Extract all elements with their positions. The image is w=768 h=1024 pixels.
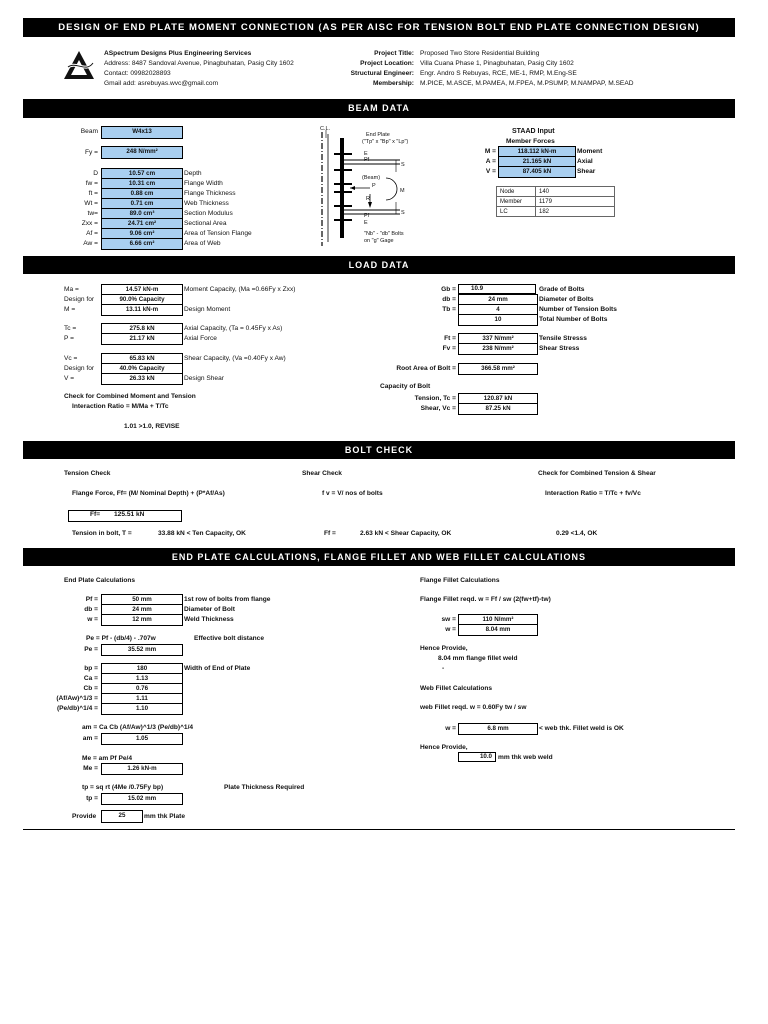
company-address: Address: 8487 Sandoval Avenue, Pinagbuhatan, Pasig City 1602 bbox=[104, 60, 294, 67]
diagram-cl-label: C.L. bbox=[320, 126, 331, 132]
staad-v-desc: Shear bbox=[577, 168, 596, 175]
staad-m-desc: Moment bbox=[577, 148, 603, 155]
member-value: 1179 bbox=[536, 197, 615, 207]
vc-desc: Shear Capacity, (Va =0.40Fy x Aw) bbox=[184, 355, 286, 362]
project-location-label: Project Location: bbox=[360, 60, 414, 67]
fw-value: 10.31 cm bbox=[101, 178, 183, 190]
d-value: 10.57 cm bbox=[101, 168, 183, 180]
db2-label: db = bbox=[84, 606, 98, 613]
aw-desc: Area of Web bbox=[184, 240, 221, 247]
fy-value: 248 N/mm² bbox=[101, 146, 183, 159]
tb-desc: Number of Tension Bolts bbox=[539, 306, 617, 313]
pe-formula: Pe = Pf - (db/4) - .707w bbox=[86, 635, 156, 642]
tension-check-title: Tension Check bbox=[64, 470, 111, 477]
project-engineer: Engr. Andro S Rebuyas, RCE, ME-1, RMP, M.Eng-SE bbox=[420, 70, 577, 77]
document-title: DESIGN OF END PLATE MOMENT CONNECTION (AS PER AISC FOR TENSION BOLT END PLATE CONNECTION DESIGN) bbox=[23, 18, 735, 37]
w-value: 12 mm bbox=[101, 614, 183, 626]
sw-value: 110 N/mm² bbox=[458, 614, 538, 626]
db2-value: 24 mm bbox=[101, 604, 183, 616]
ft-desc: Flange Thickness bbox=[184, 190, 236, 197]
vc-label: Vc = bbox=[64, 355, 78, 362]
wt-value: 0.71 cm bbox=[101, 198, 183, 210]
ff2-label: Ff = bbox=[324, 530, 336, 537]
total-bolts-value: 10 bbox=[458, 314, 538, 326]
tp-desc: Plate Thickness Required bbox=[224, 784, 305, 791]
end-plate-calc-title: End Plate Calculations bbox=[64, 577, 136, 584]
diagram-pf2-label: Pf bbox=[364, 213, 370, 219]
diagram-end-plate-label: End Plate bbox=[366, 132, 390, 138]
beam-section-value: W4x13 bbox=[101, 126, 183, 139]
v-value: 26.33 kN bbox=[101, 373, 183, 385]
tb-value: 4 bbox=[458, 304, 538, 316]
project-title: Proposed Two Store Residential Building bbox=[420, 50, 540, 57]
ma-value: 14.57 kN-m bbox=[101, 284, 183, 296]
diagram-p-label: P bbox=[372, 183, 376, 189]
diagram-pf-label: Pf bbox=[364, 157, 370, 163]
tw-label: tw= bbox=[87, 210, 98, 217]
db2-desc: Diameter of Bolt bbox=[184, 606, 235, 613]
p-value: 21.17 kN bbox=[101, 333, 183, 345]
web-fillet-formula: web Fillet reqd. w = 0.60Fy tw / sw bbox=[420, 704, 527, 711]
pe-formula-desc: Effective bolt distance bbox=[194, 635, 264, 642]
gb-label: Gb = bbox=[441, 286, 456, 293]
fv-formula: f v = V/ nos of bolts bbox=[322, 490, 383, 497]
w-label: w = bbox=[87, 616, 98, 623]
pedb-label: (Pe/db)^1/4 = bbox=[56, 705, 98, 712]
m-label: M = bbox=[64, 306, 76, 313]
staad-a-value: 21.165 kN bbox=[498, 156, 576, 168]
staad-v-label: V = bbox=[485, 168, 496, 175]
diagram-s-label: S bbox=[401, 162, 405, 168]
section-end-plate: END PLATE CALCULATIONS, FLANGE FILLET AND WEB FILLET CALCULATIONS bbox=[23, 548, 735, 566]
ca-value: 1.13 bbox=[101, 673, 183, 685]
flange-weld-result: 8.04 mm flange fillet weld bbox=[438, 655, 518, 662]
staad-a-label: A = bbox=[485, 158, 496, 165]
section-beam-data: BEAM DATA bbox=[23, 99, 735, 118]
tb-label: Tb = bbox=[442, 306, 456, 313]
tc-value: 275.8 kN bbox=[101, 323, 183, 335]
am-value: 1.05 bbox=[101, 733, 183, 745]
tc-label: Tc = bbox=[64, 325, 77, 332]
section-load-data: LOAD DATA bbox=[23, 256, 735, 274]
p-desc: Axial Force bbox=[184, 335, 217, 342]
d-desc: Depth bbox=[184, 170, 202, 177]
fv-stress-label: Fv = bbox=[442, 345, 456, 352]
wt-label: Wt = bbox=[84, 200, 98, 207]
diagram-beam-label: (Beam) bbox=[362, 175, 381, 181]
v-label: V = bbox=[64, 375, 75, 382]
ma-label: Ma = bbox=[64, 286, 79, 293]
bp-label: bp = bbox=[84, 665, 98, 672]
ft-stress-desc: Tensile Stresss bbox=[539, 335, 587, 342]
provide-value: 25 bbox=[101, 810, 143, 823]
pe-label: Pe = bbox=[84, 646, 98, 653]
table-row bbox=[497, 207, 615, 217]
company-name: ASpectrum Designs Plus Engineering Services bbox=[104, 50, 252, 57]
design-for-label: Design for bbox=[64, 296, 95, 303]
tension-in-bolt-result: 33.88 kN < Ten Capacity, OK bbox=[158, 530, 246, 537]
node-value: 140 bbox=[536, 187, 615, 197]
afaw-label: (Af/Aw)^1/3 = bbox=[56, 695, 98, 702]
web-w-desc: < web thk. Fillet weld is OK bbox=[539, 725, 624, 732]
beam-label: Beam bbox=[80, 128, 98, 135]
zxx-label: Zxx = bbox=[81, 220, 98, 227]
shear-capacity-label: Shear, Vc = bbox=[420, 405, 456, 412]
tw-value: 89.0 cm³ bbox=[101, 208, 183, 220]
staad-subtitle: Member Forces bbox=[506, 138, 555, 145]
table-row bbox=[497, 187, 615, 197]
web-w-label: w = bbox=[445, 725, 456, 732]
staad-v-value: 87.405 kN bbox=[498, 166, 576, 178]
fv-stress-value: 238 N/mm² bbox=[458, 343, 538, 355]
zxx-desc: Sectional Area bbox=[184, 220, 227, 227]
afaw-value: 1.11 bbox=[101, 693, 183, 705]
design-for-value: 90.0% Capacity bbox=[101, 294, 183, 306]
wt-desc: Web Thickness bbox=[184, 200, 229, 207]
company-contact: Contact: 09982028893 bbox=[104, 70, 171, 77]
flange-fillet-title: Flange Fillet Calculations bbox=[420, 577, 500, 584]
company-logo-icon bbox=[62, 49, 96, 81]
af-value: 9.06 cm² bbox=[101, 228, 183, 240]
me-label: Me = bbox=[83, 765, 98, 772]
total-bolts-desc: Total Number of Bolts bbox=[539, 316, 608, 323]
m-value: 13.11 kN-m bbox=[101, 304, 183, 316]
provide-desc: mm thk Plate bbox=[144, 813, 186, 820]
company-gmail: Gmail add: asrebuyas.wvc@gmail.com bbox=[104, 80, 219, 87]
tp-label: tp = bbox=[86, 795, 98, 802]
fw-label: fw = bbox=[85, 180, 98, 187]
staad-ref-table bbox=[496, 186, 615, 217]
fw-desc: Flange Width bbox=[184, 180, 223, 187]
sw-label: sw = bbox=[441, 616, 456, 623]
tp-formula: tp = sq rt (4Me /0.75Fy bp) bbox=[82, 784, 164, 791]
aw-label: Aw = bbox=[83, 240, 98, 247]
pf-label: Pf = bbox=[85, 596, 98, 603]
staad-m-value: 118.112 kN-m bbox=[498, 146, 576, 158]
tension-capacity-value: 120.87 kN bbox=[458, 393, 538, 405]
root-area-label: Root Area of Bolt = bbox=[396, 365, 456, 372]
flange-w-label: w = bbox=[445, 626, 456, 633]
bp-desc: Width of End of Plate bbox=[184, 665, 251, 672]
table-row bbox=[497, 197, 615, 207]
web-weld-desc: mm thk web weld bbox=[498, 754, 553, 761]
project-membership-label: Membership: bbox=[372, 80, 414, 87]
design-for2-value: 40.0% Capacity bbox=[101, 363, 183, 375]
me-value: 1.26 kN-m bbox=[101, 763, 183, 775]
tw-desc: Section Modulus bbox=[184, 210, 233, 217]
ff-value: 125.51 kN bbox=[114, 511, 145, 518]
web-weld-value: 10.0 bbox=[458, 752, 496, 762]
combined-bolt-result: 0.29 <1.4, OK bbox=[556, 530, 598, 537]
flange-w-value: 8.04 mm bbox=[458, 624, 538, 636]
am-formula: am = Ca Cb (Af/Aw)^1/3 (Pe/db)^1/4 bbox=[82, 724, 194, 731]
pedb-value: 1.10 bbox=[101, 703, 183, 715]
diagram-e2-label: E bbox=[364, 220, 368, 226]
gb-value: 10.9 bbox=[458, 284, 536, 294]
staad-title: STAAD Input bbox=[512, 128, 555, 135]
flange-force-formula: Flange Force, Ff= (M/ Nominal Depth) + (P*Af/As) bbox=[72, 490, 225, 497]
pf-value: 50 mm bbox=[101, 594, 183, 606]
shear-check-title: Shear Check bbox=[302, 470, 342, 477]
project-location: Villa Cuana Phase 1, Pinagbuhatan, Pasig City 1602 bbox=[420, 60, 574, 67]
design-for2-label: Design for bbox=[64, 365, 95, 372]
d-label: D bbox=[93, 170, 98, 177]
fv-stress-desc: Shear Stress bbox=[539, 345, 580, 352]
ft-stress-value: 337 N/mm² bbox=[458, 333, 538, 345]
ft-stress-label: Ft = bbox=[444, 335, 456, 342]
shear-capacity-value: 87.25 kN bbox=[458, 403, 538, 415]
web-w-value: 6.8 mm bbox=[458, 723, 538, 735]
hence-provide-1: Hence Provide, bbox=[420, 645, 468, 652]
web-fillet-title: Web Fillet Calculations bbox=[420, 685, 493, 692]
aw-value: 6.66 cm² bbox=[101, 238, 183, 250]
zxx-value: 24.71 cm² bbox=[101, 218, 183, 230]
interaction-formula: Interaction Ratio = M/Ma + T/Tc bbox=[72, 403, 169, 410]
diagram-e-label: E bbox=[364, 151, 368, 157]
me-formula: Me = am Pf Pe/4 bbox=[82, 755, 133, 762]
w-desc: Weld Thickness bbox=[184, 616, 234, 623]
lc-value: 182 bbox=[536, 207, 615, 217]
tc-desc: Axial Capacity, (Ta = 0.45Fy x As) bbox=[184, 325, 283, 332]
diagram-bolts-label: "Nb" - "db" Bolts bbox=[364, 231, 404, 237]
hence-provide-2: Hence Provide, bbox=[420, 744, 468, 751]
cb-value: 0.76 bbox=[101, 683, 183, 695]
bolt-capacity-title: Capacity of Bolt bbox=[380, 383, 431, 390]
pf-desc: 1st row of bolts from flange bbox=[184, 596, 271, 603]
flange-weld-dash: - bbox=[442, 665, 445, 672]
flange-fillet-formula: Flange Fillet reqd. w = Ff / sw (2(fw+tf)-tw) bbox=[420, 596, 551, 603]
provide-label: Provide bbox=[72, 813, 97, 820]
cb-label: Cb = bbox=[83, 685, 98, 692]
gb-desc: Grade of Bolts bbox=[539, 286, 585, 293]
tp-value: 15.02 mm bbox=[101, 793, 183, 805]
ft-value: 0.88 cm bbox=[101, 188, 183, 200]
bp-value: 180 bbox=[101, 663, 183, 675]
tension-in-bolt-label: Tension in bolt, T = bbox=[72, 530, 132, 537]
node-key: Node bbox=[497, 187, 536, 197]
project-engineer-label: Structural Engineer: bbox=[350, 70, 414, 77]
diagram-s2-label: S bbox=[401, 210, 405, 216]
db-label: db = bbox=[442, 296, 456, 303]
root-area-value: 366.58 mm² bbox=[458, 363, 538, 375]
ft-label: ft = bbox=[88, 190, 98, 197]
af-desc: Area of Tension Flange bbox=[184, 230, 252, 237]
tension-capacity-label: Tension, Tc = bbox=[414, 395, 456, 402]
bottom-divider bbox=[23, 829, 735, 830]
combined-check-bolt-title: Check for Combined Tension & Shear bbox=[538, 470, 656, 477]
combined-check-title: Check for Combined Moment and Tension bbox=[64, 393, 196, 400]
diagram-end-plate-dims: ("Tp" x "Bp" x "Lp") bbox=[362, 139, 409, 145]
section-bolt-check: BOLT CHECK bbox=[23, 441, 735, 459]
staad-a-desc: Axial bbox=[577, 158, 593, 165]
fy-label: Fy = bbox=[84, 149, 98, 156]
am-label: am = bbox=[82, 735, 98, 742]
af-label: Af = bbox=[86, 230, 98, 237]
project-membership: M.PICE, M.ASCE, M.PAMEA, M.FPEA, M.PSUMP, M.NAMPAP, M.SEAD bbox=[420, 80, 634, 87]
combined-result: 1.01 >1.0, REVISE bbox=[124, 423, 180, 430]
diagram-m-label: M bbox=[400, 188, 405, 194]
shear-result: 2.63 kN < Shear Capacity, OK bbox=[360, 530, 452, 537]
db-desc: Diameter of Bolts bbox=[539, 296, 594, 303]
p-label: P = bbox=[64, 335, 74, 342]
vc-value: 65.83 kN bbox=[101, 353, 183, 365]
ca-label: Ca = bbox=[83, 675, 98, 682]
diagram-gage-label: on "g" Gage bbox=[364, 238, 394, 244]
ff-label: Ff= bbox=[90, 511, 101, 518]
m-desc: Design Moment bbox=[184, 306, 231, 313]
staad-m-label: M = bbox=[484, 148, 496, 155]
lc-key: LC bbox=[497, 207, 536, 217]
v-desc: Design Shear bbox=[184, 375, 224, 382]
db-value: 24 mm bbox=[458, 294, 538, 306]
member-key: Member bbox=[497, 197, 536, 207]
interaction-ratio-formula: Interaction Ratio = T/Tc + fv/Vc bbox=[545, 490, 641, 497]
pe-value: 35.52 mm bbox=[101, 644, 183, 656]
project-title-label: Project Title: bbox=[374, 50, 414, 57]
ma-desc: Moment Capacity, (Ma =0.66Fy x Zxx) bbox=[184, 286, 296, 293]
diagram-r-label: R bbox=[366, 196, 370, 202]
